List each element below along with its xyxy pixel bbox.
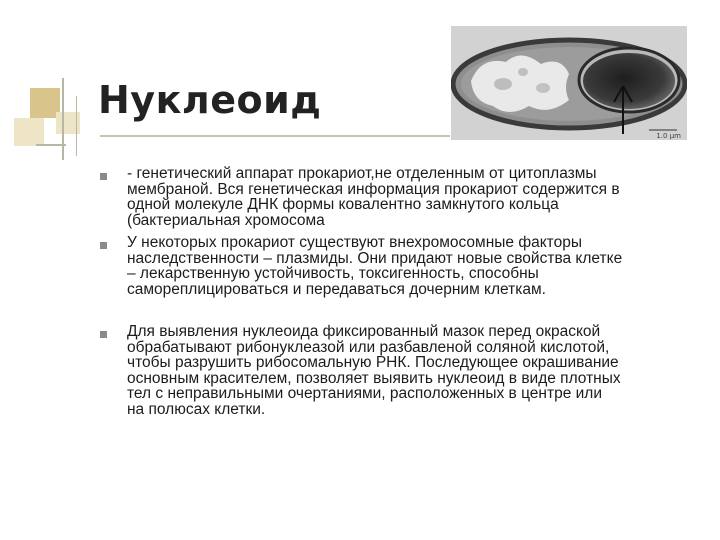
decor-vertical-line [62,78,64,160]
decor-vertical-line-thin [76,96,77,156]
bullet-marker [100,242,107,249]
bullet-text: У некоторых прокариот существуют внехромосомные факторы наследственности – плазмиды. Они придают новые свойства клетке – лекарственную устойчивость, токсигенность, способны самореплицироваться и передаваться дочерним клеткам. [127,234,623,298]
title-underline [100,135,450,137]
list-item [100,166,700,228]
slide-title: Нуклеоид [98,78,322,122]
list-item [100,324,700,417]
list-item [100,235,700,297]
decor-square-light [14,118,44,146]
scale-label: 1.0 μm [656,132,681,140]
bacterium-micrograph [451,26,687,140]
bullet-marker [100,331,107,338]
decor-horizontal-line [36,144,66,146]
bullet-text: - генетический аппарат прокариот,не отделенным от цитоплазмы мембраной. Вся генетическая информация прокариот содержится в одной молекуле ДНК формы ковалентно замкнутого кольца (бактериальная хромосома [127,165,620,229]
bullet-text: Для выявления нуклеоида фиксированный мазок перед окраской обрабатывают рибонуклеазой или разбавленой соляной кислотой, чтобы разрушить рибосомальную РНК. Последующее окрашивание основным красителем, позволяет выявить нуклеоид в виде плотных тел с неправильными очертаниями, расположенных в центре или на полюсах клетки. [127,323,621,418]
bullet-marker [100,173,107,180]
bullet-list [100,166,700,417]
